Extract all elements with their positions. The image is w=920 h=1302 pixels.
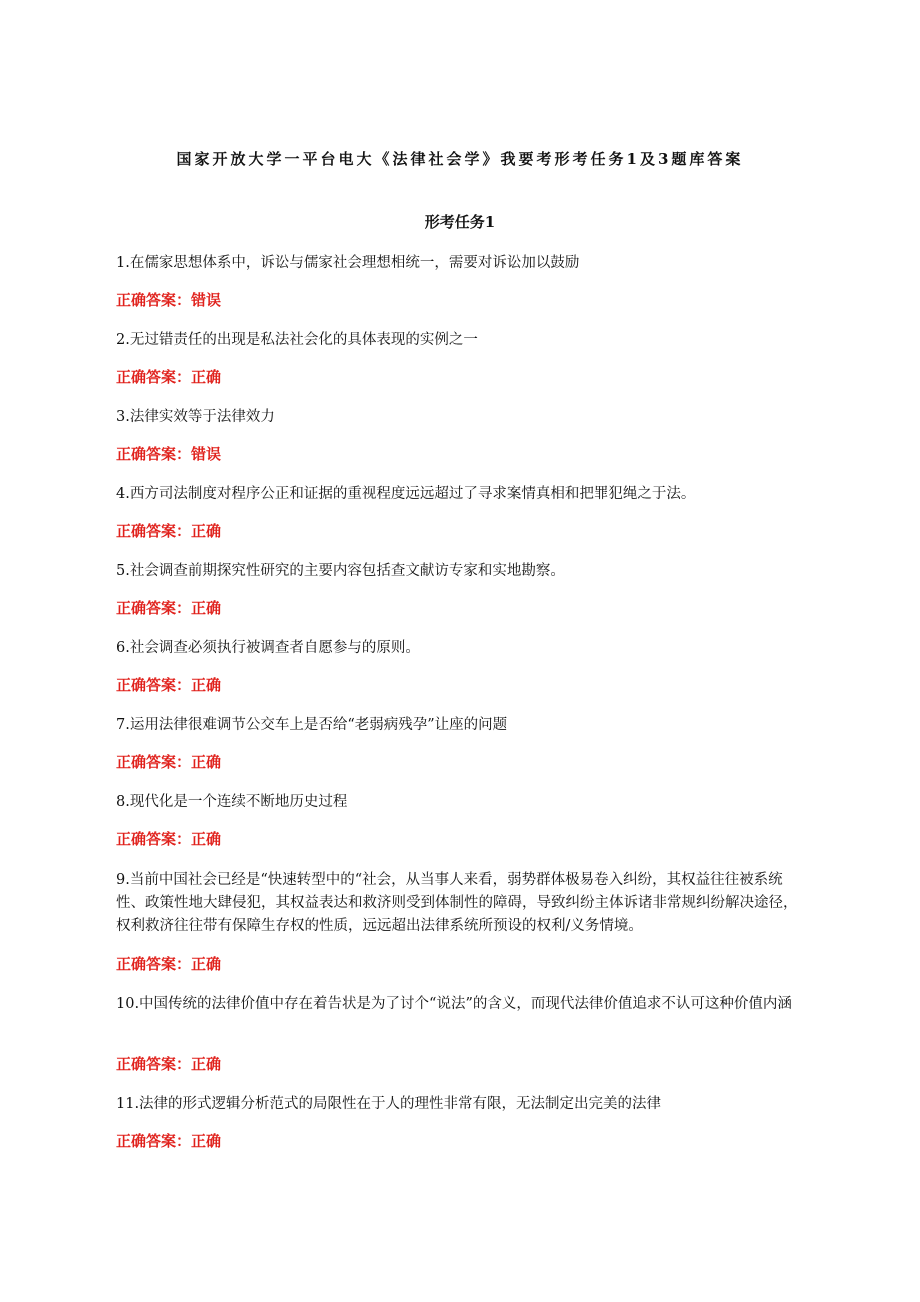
answer-text: 正确答案：正确 (116, 599, 222, 617)
question-item (116, 869, 806, 938)
answer-text: 正确答案：错误 (116, 291, 222, 309)
answer-item (116, 954, 806, 974)
question-text: 11.法律的形式逻辑分析范式的局限性在于人的理性非常有限，无法制定出完美的法律 (116, 1096, 662, 1112)
question-text: 7.运用法律很难调节公交车上是否给“老弱病残孕”让座的问题 (116, 717, 508, 733)
question-item (116, 714, 806, 737)
answer-item (116, 829, 806, 849)
question-item (116, 791, 806, 814)
answer-text: 正确答案：正确 (116, 1132, 222, 1150)
answer-item (116, 367, 806, 387)
question-item (116, 1093, 806, 1116)
question-item (116, 406, 806, 429)
answer-text: 正确答案：正确 (116, 955, 222, 973)
question-item (116, 252, 806, 275)
answer-text: 正确答案：正确 (116, 522, 222, 540)
answer-item (116, 1131, 806, 1151)
question-item (116, 560, 806, 583)
question-item (116, 329, 806, 352)
answer-item (116, 1054, 806, 1074)
answer-item (116, 290, 806, 310)
document-title: 国家开放大学一平台电大《法律社会学》我要考形考任务1及3题库答案 (176, 150, 744, 168)
question-text: 3.法律实效等于法律效力 (116, 409, 275, 425)
answer-text: 正确答案：正确 (116, 753, 222, 771)
answer-item (116, 752, 806, 772)
question-text: 1.在儒家思想体系中，诉讼与儒家社会理想相统一，需要对诉讼加以鼓励 (116, 255, 580, 271)
answer-text: 正确答案：错误 (116, 445, 222, 463)
answer-text: 正确答案：正确 (116, 1055, 222, 1073)
question-text: 10.中国传统的法律价值中存在着告状是为了讨个“说法”的含义，而现代法律价值追求不认可这种价值内涵 (116, 996, 792, 1012)
answer-item (116, 598, 806, 618)
question-text: 6.社会调查必须执行被调查者自愿参与的原则。 (116, 640, 420, 656)
section-title: 形考任务1 (424, 213, 496, 231)
answer-text: 正确答案：正确 (116, 676, 222, 694)
answer-item (116, 675, 806, 695)
answer-item (116, 444, 806, 464)
question-text: 5.社会调查前期探究性研究的主要内容包括查文献访专家和实地勘察。 (116, 563, 565, 579)
question-item (116, 637, 806, 660)
answer-text: 正确答案：正确 (116, 830, 222, 848)
question-text: 8.现代化是一个连续不断地历史过程 (116, 794, 348, 810)
answer-text: 正确答案：正确 (116, 368, 222, 386)
answer-item (116, 521, 806, 541)
question-item (116, 483, 806, 506)
question-item (116, 993, 806, 1016)
question-text: 2.无过错责任的出现是私法社会化的具体表现的实例之一 (116, 332, 478, 348)
question-text: 4.西方司法制度对程序公正和证据的重视程度远远超过了寻求案情真相和把罪犯绳之于法。 (116, 486, 696, 502)
question-text: 9.当前中国社会已经是“快速转型中的“社会，从当事人来看，弱势群体极易卷入纠纷，其权益往往被系统性、政策性地大肆侵犯，其权益表达和救济则受到体制性的障碍，导致纠纷主体诉诸非常规纠纷解决途径，权利救济往往带有保障生存权的性质，远远超出法律系统所预设的权利/义务情境。 (116, 872, 798, 934)
